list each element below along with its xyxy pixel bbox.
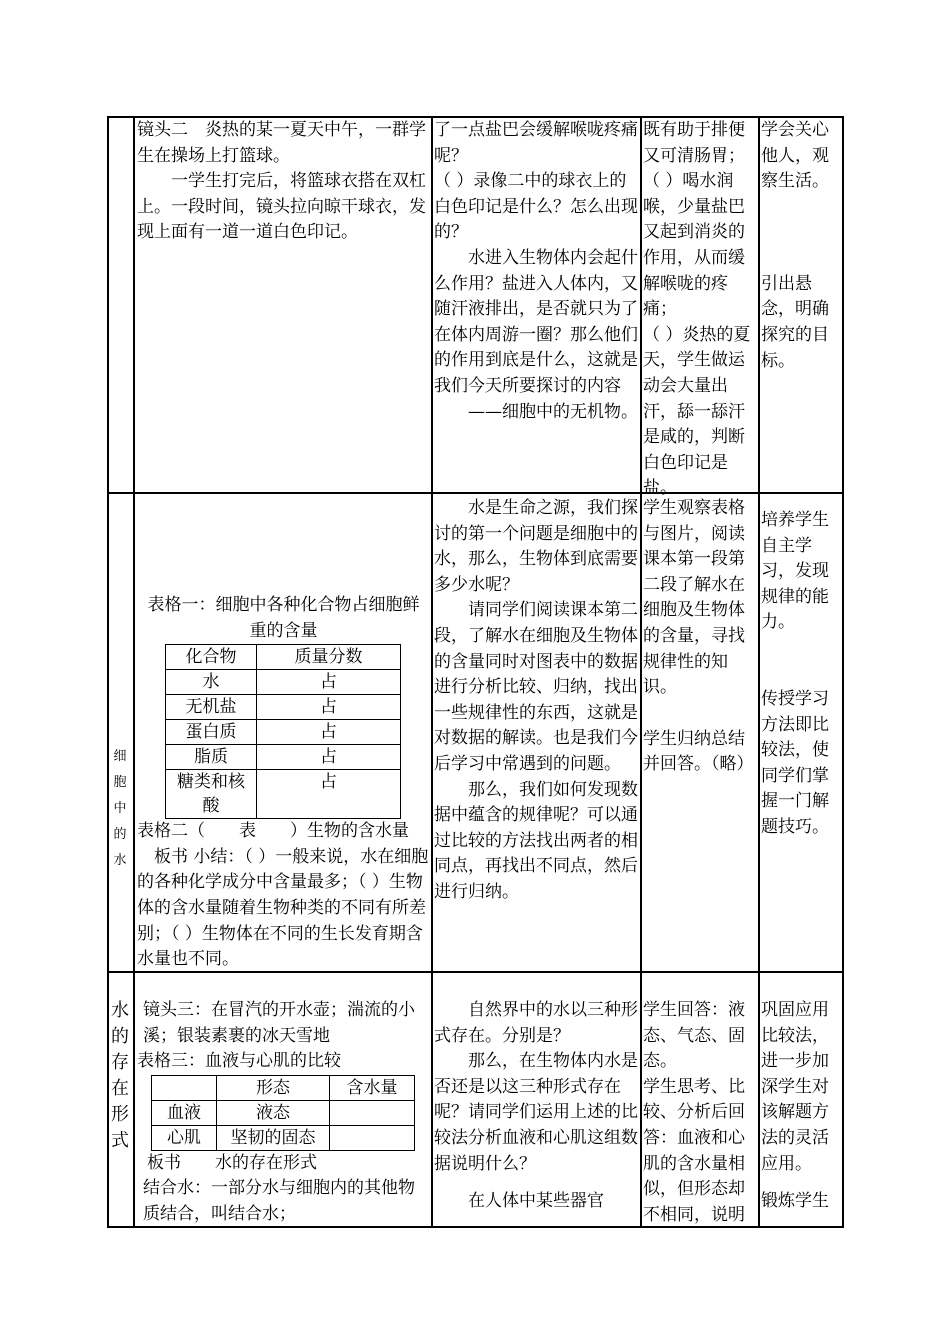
table3-cell: 血液 [152,1100,217,1125]
row3-section-label [109,998,131,1154]
section-label-char: 的 [113,827,127,842]
table3-cell: 坚韧的固态 [217,1125,330,1150]
row3-student-text: 学生回答：液态、气态、固态。 [643,1000,745,1072]
table3-header [152,1075,217,1100]
section-label-char: 的 [111,1026,129,1047]
row2-teacher-cell [434,496,640,906]
grid-line [758,116,760,1228]
row1-teacher-cell [434,118,640,425]
section-label-char: 形 [111,1104,129,1125]
table1-cell: 糖类和核酸 [166,770,257,819]
table3-header: 形态 [217,1075,330,1100]
row1-content-cell [137,118,430,246]
table3-cell [330,1100,415,1125]
row3-content-cell [137,998,430,1228]
table1-cell: 占 [257,720,401,745]
section-label-char: 在 [111,1078,129,1099]
row1-teacher-text: 水进入生物体内会起什么作用？盐进入人体内，又随汗液排出，是否就只为了在体内周游一圈？那么他们的作用到底是什么，这就是我们今天所要探讨的内容 [434,247,638,396]
row3-intent-text: 巩固应用比较法，进一步加深学生对该解题方法的灵活应用。 [761,1000,829,1174]
row1-intent-cell [761,118,842,374]
table1-header: 质量分数 [257,645,401,670]
row2-teacher-text: 水是生命之源，我们探讨的第一个问题是细胞中的水，那么，生物体到底需要多少水呢？ [434,498,638,595]
row1-student-text: （ ）炎热的夏天，学生做运动会大量出汗，舔一舔汗是咸的，判断白色印记是盐。 [643,324,751,499]
row1-intent-text: 学会关心他人，观察生活。 [761,120,829,192]
row3-bound-water: 结合水：一部分水与细胞内的其他物质结合，叫结合水； [143,1178,415,1224]
table3-cell: 心肌 [152,1125,217,1150]
row1-student-text: 既有助于排便又可清肠胃； [643,120,745,166]
table1-header: 化合物 [166,645,257,670]
row1-intent-text: 引出悬念，明确探究的目标。 [761,273,829,371]
section-label-char: 中 [113,801,127,816]
table3-header: 含水量 [330,1075,415,1100]
row3-teacher-text: 在人体中某些器官 [468,1191,604,1212]
row2-teacher-text: 那么，我们如何发现数据中蕴含的规律呢？可以通过比较的方法找出两者的相同点，再找出不同点，然后进行归纳。 [434,779,638,902]
row3-teacher-cell [434,998,640,1215]
row3-student-cell [643,998,758,1228]
row2-student-cell [643,496,758,778]
row2-content-cell [137,593,430,973]
section-label-char: 存 [111,1052,129,1073]
row2-section-label [109,744,131,874]
row3-teacher-text: 自然界中的水以三种形式存在。分别是？ [434,1000,638,1046]
table1-cell: 脂质 [166,745,257,770]
section-label-char: 水 [113,853,127,868]
grid-line [133,116,135,1228]
row2-teacher-text: 请同学们阅读课本第二段，了解水在细胞及生物体的含量同时对图表中的数据进行分析比较、归纳，找出一些规律性的东西，这就是对数据的解读。也是我们今后学习中常遇到的问题。 [434,600,638,774]
row1-teacher-text: ——细胞中的无机物。 [468,401,638,422]
table1-cell: 水 [166,670,257,695]
table1-cell: 占 [257,770,401,819]
table1 [165,644,401,819]
row3-scene-text: 镜头三：在冒汽的开水壶；湍流的小溪；银装素裹的冰天雪地 [143,1000,415,1046]
row3-teacher-text: 那么，在生物体内水是否还是以这三种形式存在呢？请同学们运用上述的比较法分析血液和心肌这组数据说明什么？ [434,1051,638,1174]
table1-cell: 蛋白质 [166,720,257,745]
lesson-plan-table [107,116,844,1228]
row2-student-text: 学生观察表格与图片，阅读课本第一段第二段了解水在细胞及生物体的含量，寻找规律性的知识。 [643,498,745,698]
table3-cell [330,1125,415,1150]
table1-cell: 无机盐 [166,695,257,720]
table3-caption: 表格三：血液与心肌的比较 [137,1051,341,1072]
table1-cell: 占 [257,695,401,720]
table3 [151,1075,415,1151]
table2-caption: 表格二（ 表 ）生物的含水量 [137,821,409,842]
grid-line [431,116,433,1228]
row1-teacher-text: （ ）录像二中的球衣上的白色印记是什么？怎么出现的？ [434,171,638,243]
section-label-char: 胞 [113,775,127,790]
row2-student-text: 学生归纳总结并回答。（略） [643,728,754,775]
row1-scene-text: 镜头二 炎热的某一夏天中午，一群学生在操场上打篮球。 [137,120,426,166]
section-label-char: 式 [111,1130,129,1151]
row3-intent-cell [761,998,842,1215]
row2-intent-cell [761,508,842,841]
table3-cell: 液态 [217,1100,330,1125]
row2-summary: 板书 小结：（ ）一般来说，水在细胞的各种化学成分中含量最多；（ ）生物体的含水量随着生物种类的不同有所差别；（ ）生物体在不同的生长发育期含水量也不同。 [137,846,429,970]
section-label-char: 细 [113,749,127,764]
row3-intent-text: 锻炼学生 [761,1191,829,1212]
row2-intent-text: 培养学生自主学习，发现规律的能力。 [761,510,829,633]
table1-cell: 占 [257,670,401,695]
row3-board-title: 板书 水的存在形式 [147,1152,317,1173]
grid-line [640,116,642,1228]
row1-scene-detail: 一学生打完后，将篮球衣搭在双杠上。一段时间，镜头拉向晾干球衣，发现上面有一道一道白色印记。 [137,171,426,243]
row1-teacher-text: 了一点盐巴会缓解喉咙疼痛呢？ [434,120,638,166]
row3-student-text: 学生思考、比较、分析后回答：血液和心肌的含水量相似，但形态却不相同，说明 [643,1076,745,1225]
grid-line [842,116,844,1228]
row1-student-text: （ ）喝水润喉，少量盐巴又起到消炎的作用，从而缓解喉咙的疼痛； [643,171,745,320]
row2-intent-text: 传授学习方法即比较法，使同学们掌握一门解题技巧。 [761,688,829,837]
table1-caption: 表格一：细胞中各种化合物占细胞鲜重的含量 [147,595,420,641]
row1-student-cell [643,118,758,502]
table1-cell: 占 [257,745,401,770]
section-label-char: 水 [111,1000,129,1021]
